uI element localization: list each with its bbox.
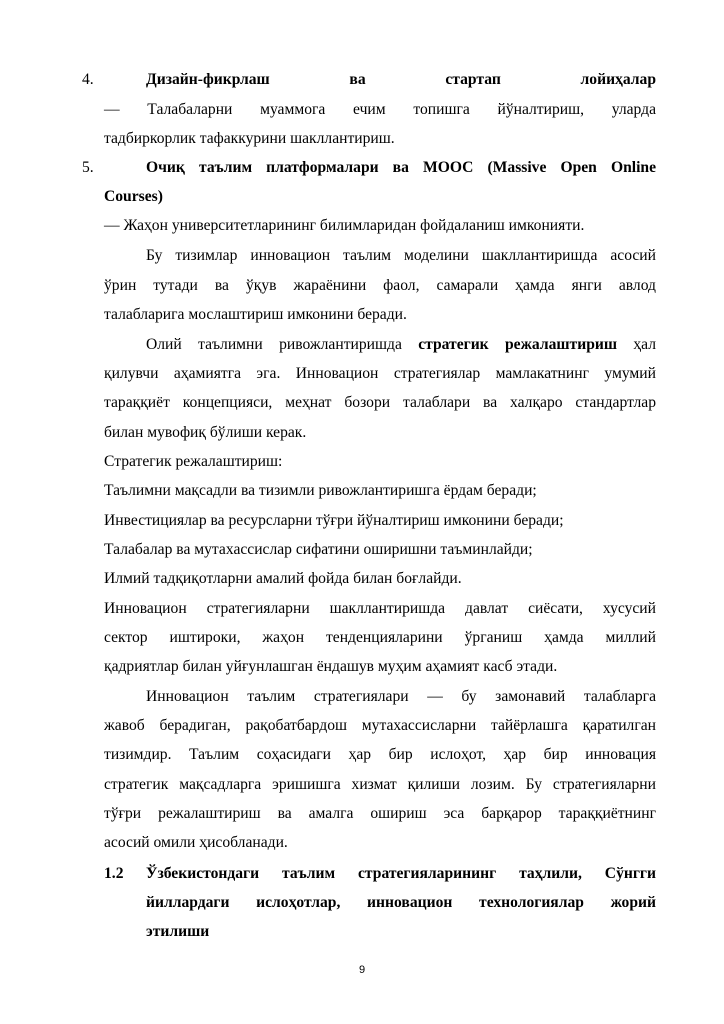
list-item: Инвестициялар ва ресурсларни тўғри йўналтириш имконини беради;: [104, 512, 564, 529]
para2-line3: тараққиёт концепцияси, меҳнат бозори талаблари ва халқаро стандартлар: [104, 394, 656, 411]
section-title-line2: йиллардаги ислоҳотлар, инновацион технологиялар жорий: [146, 894, 656, 911]
item-4-desc-line2: тадбиркорлик тафаккурини шакллантириш.: [104, 130, 395, 147]
item-4-desc-line1: — Талабаларни муаммога ечим топишга йўналтириш, уларда: [104, 101, 656, 118]
para3-line2: сектор иштироки, жаҳон тенденцияларини ўрганиш ҳамда миллий: [104, 629, 656, 646]
para1-line2: ўрин тутади ва ўқув жараёнини фаол, самарали ҳамда янги авлод: [104, 277, 656, 294]
list-intro: Стратегик режалаштириш:: [104, 453, 283, 470]
para2-line2: қилувчи аҳамиятга эга. Инновацион стратегиялар мамлакатнинг умумий: [104, 365, 656, 382]
item-5-heading-line2: Courses): [104, 188, 163, 205]
para2-line4: билан мувофиқ бўлиши керак.: [104, 424, 307, 441]
para4-line1: Инновацион таълим стратегиялари — бу замонавий талабларга: [146, 688, 656, 705]
section-title-line1: Ўзбекистондаги таълим стратегияларининг таҳлили, Сўнгги: [146, 865, 656, 882]
para3-line1: Инновацион стратегияларни шакллантиришда давлат сиёсати, хусусий: [104, 600, 656, 617]
para1-line1: Бу тизимлар инновацион таълим моделини шакллантиришда асосий: [146, 247, 656, 264]
section-number: 1.2: [104, 865, 124, 882]
item-4-number: 4.: [82, 71, 94, 88]
item-4-heading: Дизайн-фикрлаш ва стартап лойиҳалар: [146, 71, 656, 88]
strategic-planning-term: стратегик режалаштириш: [418, 336, 618, 353]
list-item: Илмий тадқиқотларни амалий фойда билан боғлайди.: [104, 570, 462, 587]
para2-line1-text: Олий таълимни ривожлантиришда: [146, 336, 419, 353]
para2-line1: [146, 335, 656, 355]
list-item: Талабалар ва мутахассислар сифатини оширишни таъминлайди;: [104, 541, 533, 558]
para4-line2: жавоб берадиган, рақобатбардош мутахассисларни тайёрлашга қаратилган: [104, 717, 656, 734]
item-5-heading-line1: Очиқ таълим платформалари ва МООС (Massive Open Online: [146, 159, 656, 176]
para4-line5: тўғри режалаштириш ва амалга ошириш эса барқарор тараққиётнинг: [104, 805, 656, 822]
para1-line3: талабларига мослаштириш имконини беради.: [104, 306, 407, 323]
item-5-desc: — Жаҳон университетларининг билимларидан фойдаланиш имконияти.: [104, 217, 585, 234]
page-number: 9: [358, 964, 366, 976]
para4-line6: асосий омили ҳисобланади.: [104, 834, 288, 851]
item-5-number: 5.: [82, 159, 94, 176]
list-item: Таълимни мақсадли ва тизимли ривожлантиришга ёрдам беради;: [104, 482, 537, 499]
para2-line1-end: ҳал: [617, 336, 656, 353]
para4-line4: стратегик мақсадларга эришишга хизмат қилиши лозим. Бу стратегияларни: [104, 776, 656, 793]
para4-line3: тизимдир. Таълим соҳасидаги ҳар бир ислоҳот, ҳар бир инновация: [104, 746, 656, 763]
section-title-line3: этилиши: [146, 923, 210, 940]
para3-line3: қадриятлар билан уйғунлашган ёндашув муҳим аҳамият касб этади.: [104, 658, 558, 675]
